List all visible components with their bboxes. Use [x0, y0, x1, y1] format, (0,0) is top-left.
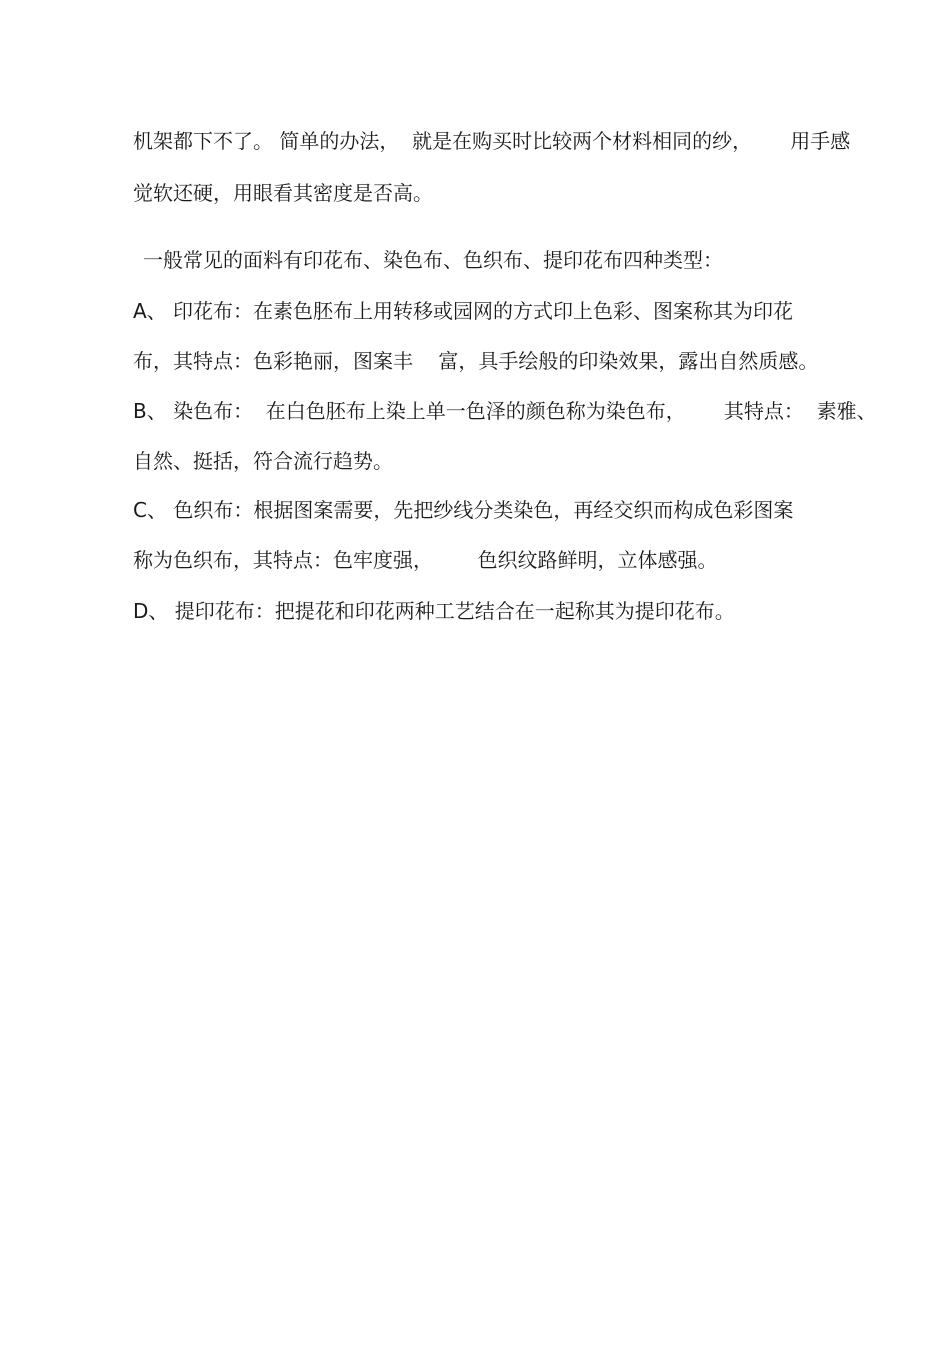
- text-line: 觉软还硬，用眼看其密度是否高。: [133, 181, 433, 205]
- section-intro: 一般常见的面料有印花布、染色布、色织布、提印花布四种类型：: [143, 248, 723, 272]
- text-line: 称为色织布，其特点：色牢度强， 色织纹路鲜明，立体感强。: [133, 548, 718, 572]
- list-item-d: D、 提印花布：把提花和印花两种工艺结合在一起称其为提印花布。: [133, 599, 735, 623]
- text-line: 布，其特点：色彩艳丽，图案丰 富，具手绘般的印染效果，露出自然质感。: [133, 349, 819, 373]
- text-line: 自然、挺括，符合流行趋势。: [133, 449, 393, 473]
- list-item-c: C、 色织布：根据图案需要，先把纱线分类染色，再经交织而构成色彩图案: [133, 498, 794, 522]
- text-line: 机架都下不了。 简单的办法， 就是在购买时比较两个材料相同的纱， 用手感: [133, 129, 851, 153]
- list-item-a: A、 印花布：在素色胚布上用转移或园网的方式印上色彩、图案称其为印花: [133, 299, 794, 323]
- list-item-b: B、 染色布： 在白色胚布上染上单一色泽的颜色称为染色布， 其特点： 素雅、: [133, 399, 877, 423]
